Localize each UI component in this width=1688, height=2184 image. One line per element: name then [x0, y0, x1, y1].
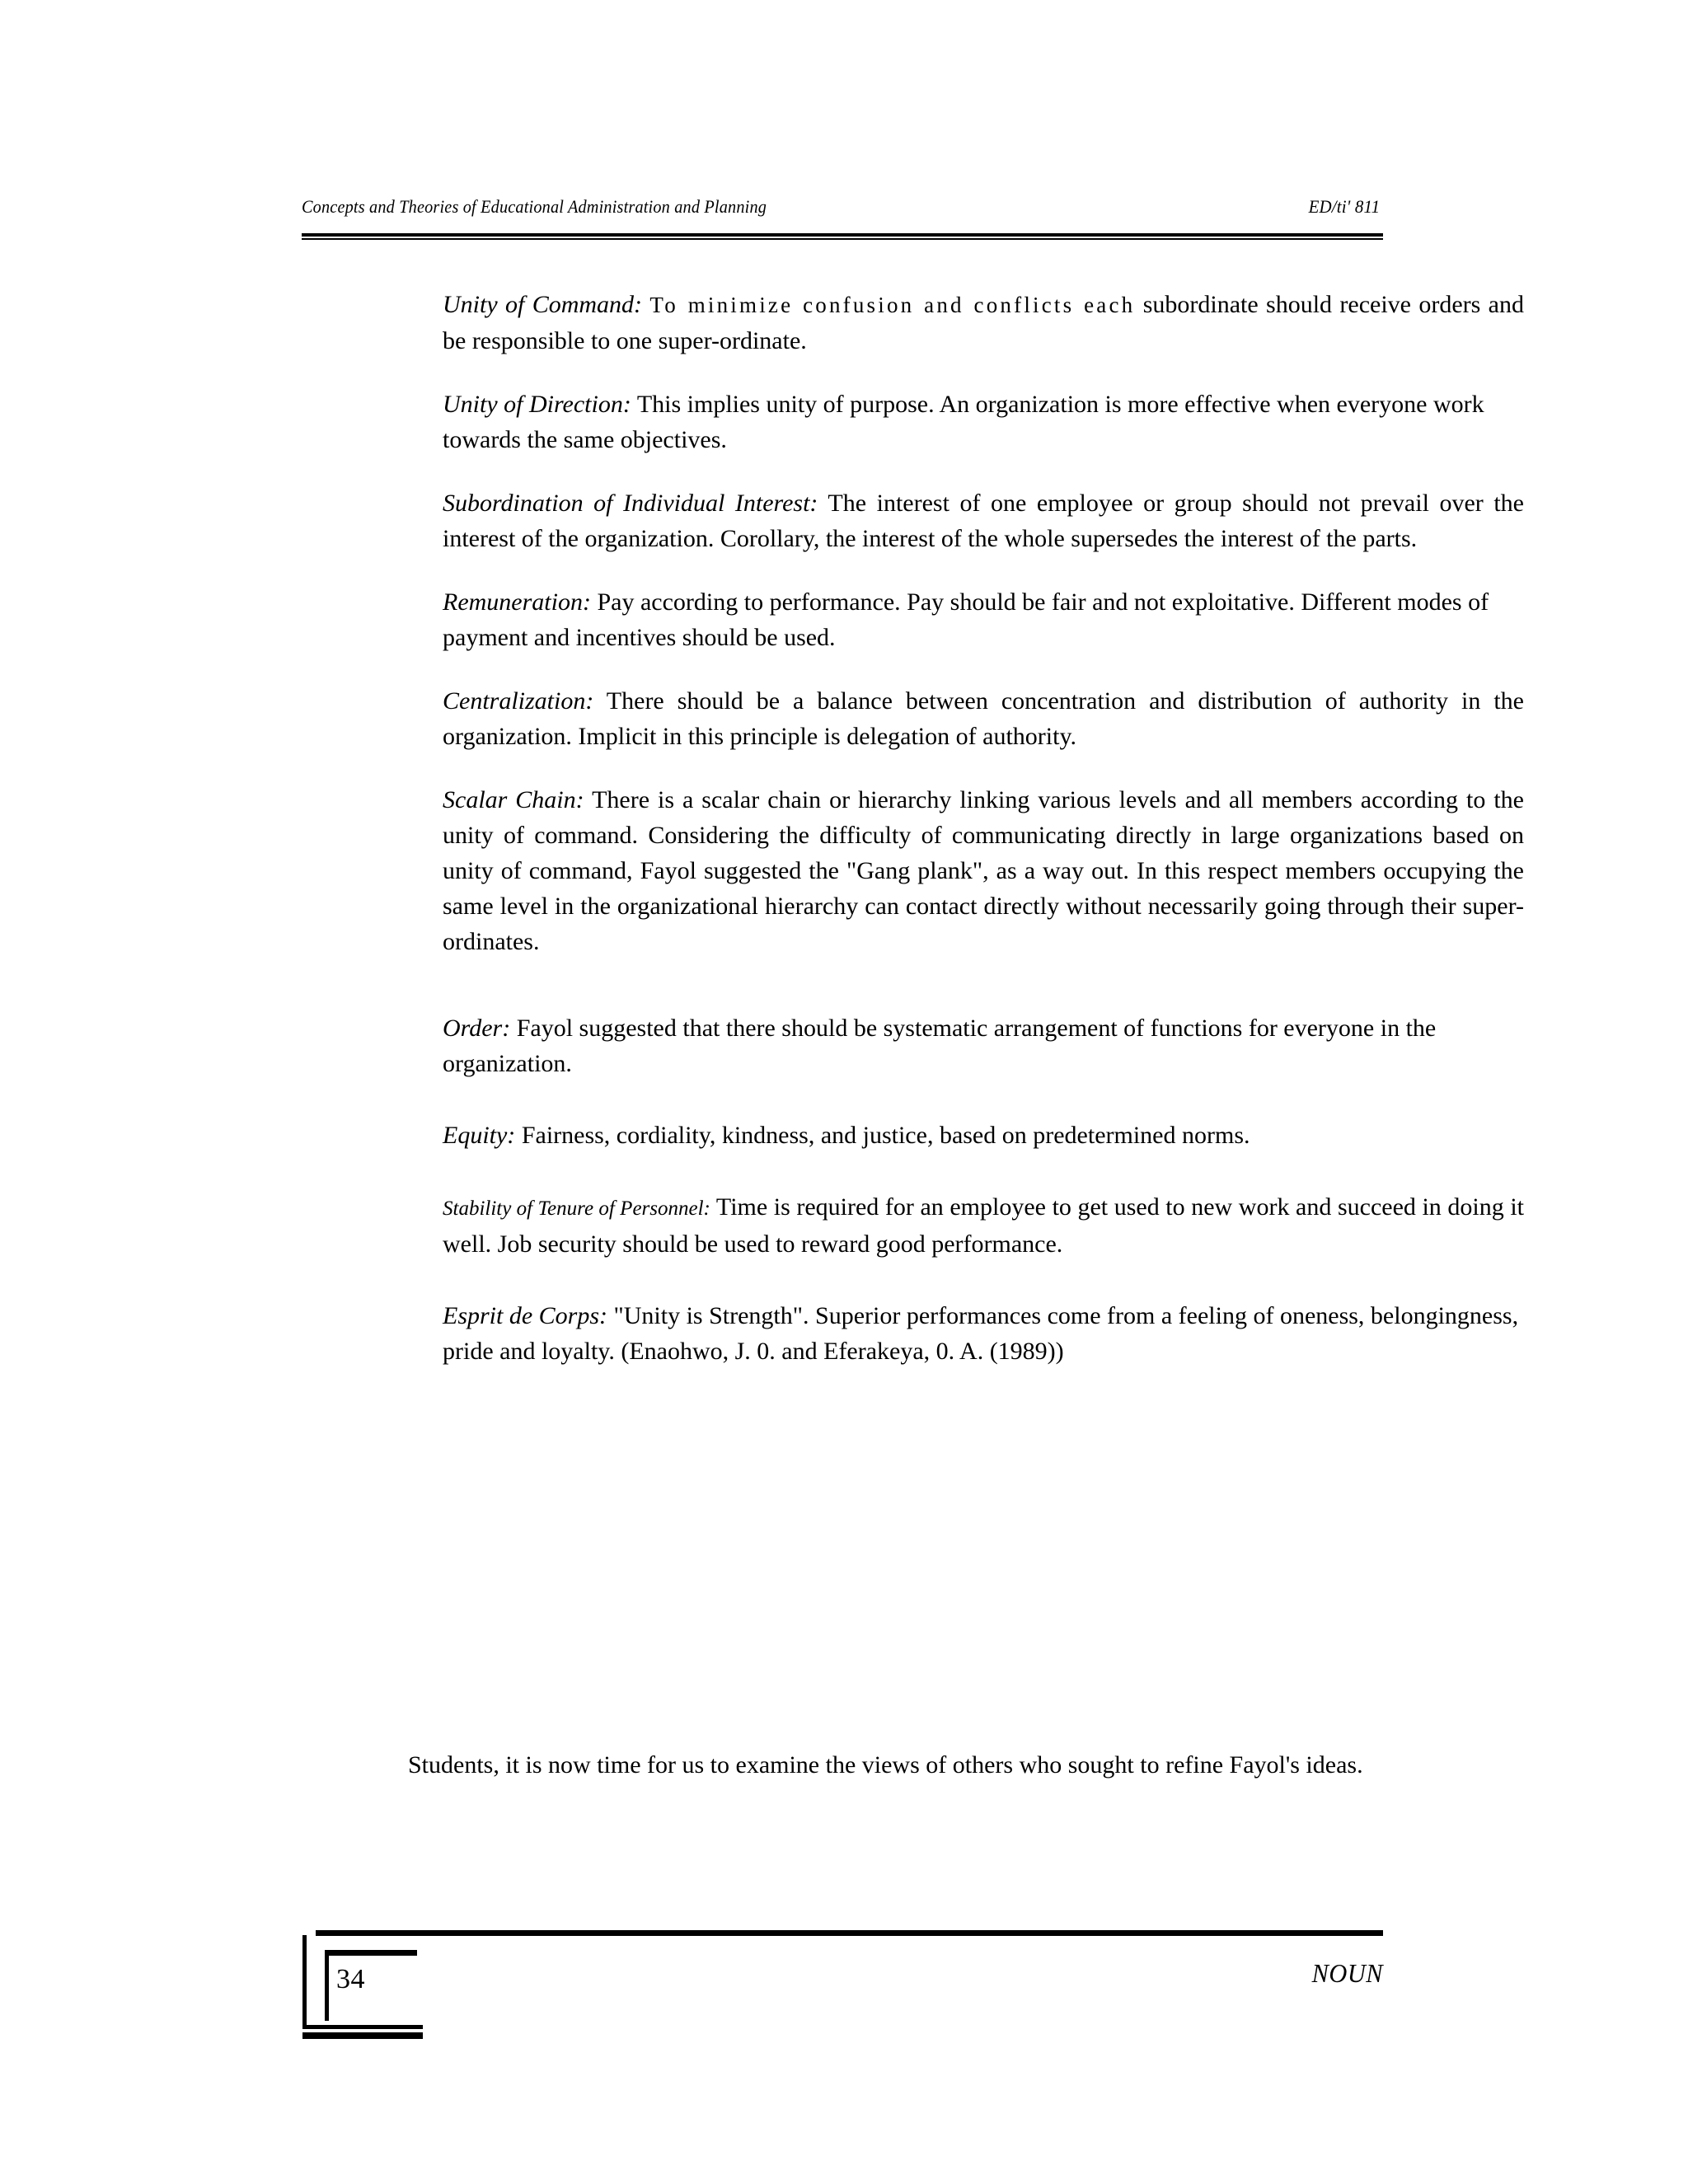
principle-term: Scalar Chain: [443, 786, 584, 813]
principle-term: Unity of Command: [443, 291, 643, 318]
footer-rule [316, 1930, 1383, 1936]
principle-subordination-of-individual-interest [443, 485, 1524, 556]
footer-bottom-rule [302, 2032, 423, 2039]
principle-remuneration [443, 584, 1524, 655]
header-rule [302, 233, 1383, 237]
principle-body-text: Pay according to performance. Pay should be fair and not exploitative. Different modes of payment and incentives should be used. [443, 588, 1489, 651]
principle-body-text: This implies unity of purpose. An organization is more effective when everyone work towards the same objectives. [443, 391, 1484, 453]
page-number: 34 [336, 1964, 365, 1994]
principle-esprit-de-corps [443, 1298, 1524, 1369]
principle-body-text: "Unity is Strength". Superior performances come from a feeling of oneness, belongingness, pride and loyalty. (Enaohwo, J. 0. and Eferakeya, 0. A. (1989)) [443, 1302, 1519, 1365]
principle-unity-of-command [443, 287, 1524, 359]
principle-body-text: Time is required for an employee to get used to new work and succeed in doing it well. Job security should be used to reward good performance. [443, 1193, 1524, 1258]
body-column [443, 287, 1524, 1397]
principle-body-text: Fairness, cordiality, kindness, and justice, based on predetermined norms. [521, 1122, 1250, 1149]
principle-term: Subordination of Individual Interest: [443, 490, 818, 517]
principle-lead-text: To minimize confusion and conflicts each [649, 293, 1136, 317]
header-rule-secondary [302, 238, 1383, 240]
principle-term: Equity: [443, 1122, 516, 1149]
principle-stability-of-tenure-of-personnel [443, 1189, 1524, 1262]
principle-term: Centralization: [443, 687, 594, 715]
running-head-course-code: ED/ti' 811 [1308, 196, 1380, 217]
principle-equity [443, 1118, 1524, 1153]
publisher-name: NOUN [1311, 1958, 1383, 1988]
closing-paragraph: Students, it is now time for us to examine the views of others who sought to refine Fayol's ideas. [408, 1751, 1363, 1779]
principle-term: Unity of Direction: [443, 391, 631, 418]
principle-body-text: There should be a balance between concentration and distribution of authority in the organization. Implicit in this principle is delegation of authority. [443, 687, 1524, 750]
principle-body-text: Fayol suggested that there should be systematic arrangement of functions for everyone in the organization. [443, 1015, 1437, 1077]
principle-centralization [443, 683, 1524, 754]
principle-body-text: The interest of one employee or group should not prevail over the interest of the organization. Corollary, the interest of the whole supersedes the interest of the parts. [443, 490, 1524, 552]
running-head-title: Concepts and Theories of Educational Administration and Planning [302, 196, 767, 217]
principle-term: Esprit de Corps: [443, 1302, 608, 1329]
principle-term: Order: [443, 1015, 511, 1042]
running-head [302, 196, 1380, 218]
principle-body-text: subordinate should receive orders and be responsible to one super-ordinate. [443, 291, 1524, 354]
principle-term: Stability of Tenure of Personnel: [443, 1197, 710, 1220]
principle-term: Remuneration: [443, 588, 591, 616]
principle-scalar-chain [443, 782, 1524, 959]
principle-body-text: There is a scalar chain or hierarchy linking various levels and all members according to the unity of command. Considering the difficulty of communicating directly in large organizations based on unity of command, Fayol suggested the "Gang plank", as a way out. In this respect members occupying the same level in the organizational hierarchy can contact directly without necessarily going through their super-ordinates. [443, 786, 1524, 955]
principle-order [443, 1010, 1524, 1081]
principle-unity-of-direction [443, 387, 1524, 457]
